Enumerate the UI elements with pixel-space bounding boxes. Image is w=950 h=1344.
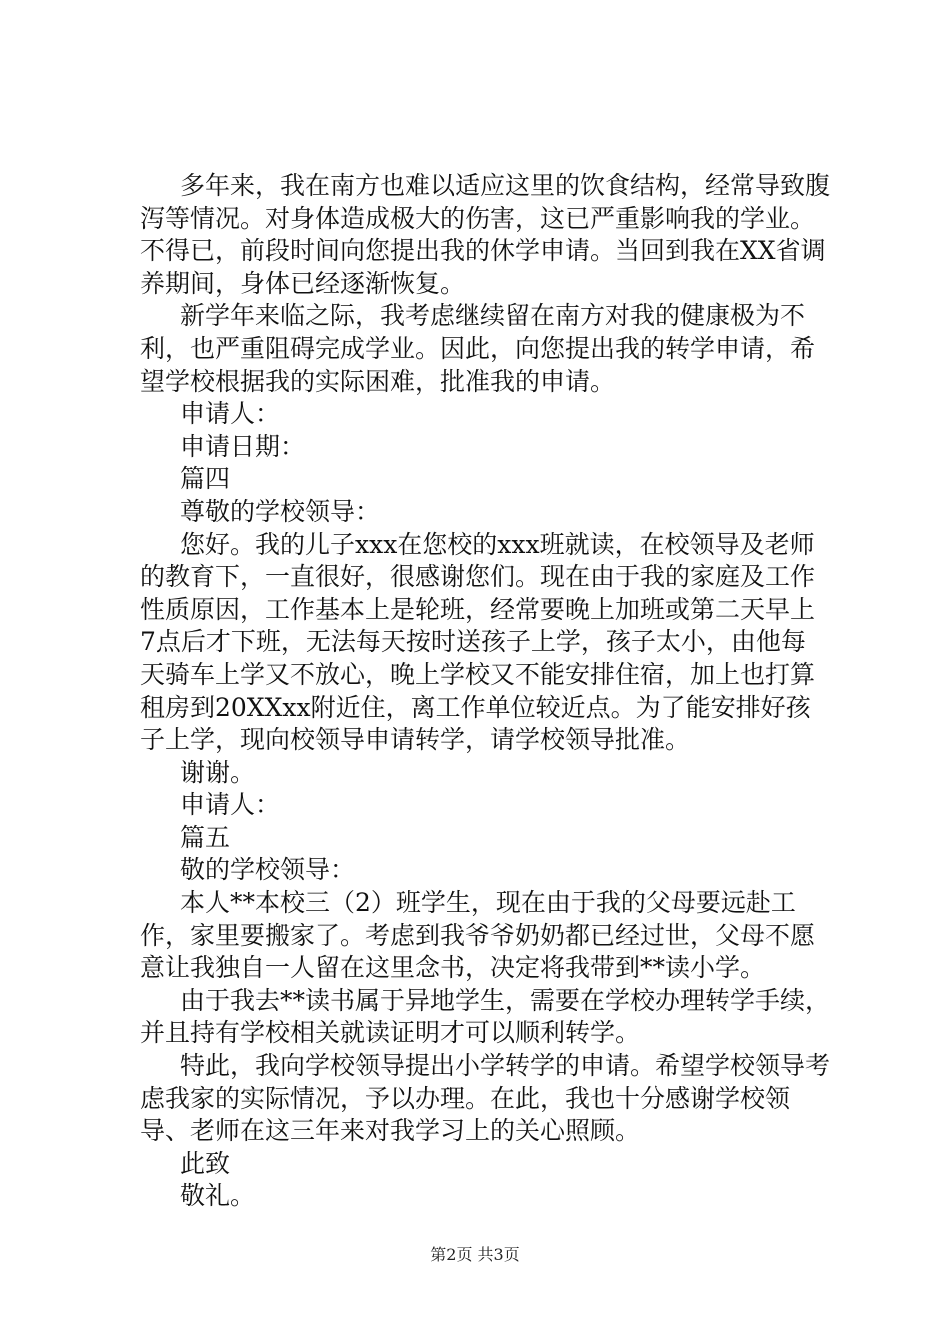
applicant-line: 申请人： [180, 399, 281, 429]
paragraph-transfer-request: 新学年来临之际，我考虑继续留在南方对我的健康极为不利，也严重阻碍完成学业。因此，向您提出我的转学申请，希望学校根据我的实际困难，批准我的申请。 [140, 301, 816, 396]
section-heading-five: 篇五 [180, 822, 231, 852]
closing-line: 此致 [180, 1148, 231, 1178]
paragraph-family-move: 本人**本校三（2）班学生，现在由于我的父母要远赴工作，家里要搬家了。考虑到我爷爷奶奶都已经过世，父母不愿意让我独自一人留在这里念书，决定将我带到**读小学。 [140, 888, 816, 983]
section-heading-four: 篇四 [180, 464, 231, 494]
paragraph-procedures: 由于我去**读书属于异地学生，需要在学校办理转学手续，并且持有学校相关就读证明才可以顺利转学。 [140, 985, 831, 1048]
document-body [140, 170, 830, 1213]
applicant-line-four: 申请人： [180, 790, 281, 820]
page-number-footer: 第2页 共3页 [430, 1245, 520, 1264]
application-date-line: 申请日期： [180, 431, 306, 461]
salutation-four: 尊敬的学校领导： [180, 496, 381, 526]
thanks-line: 谢谢。 [180, 757, 256, 787]
paragraph-health: 多年来，我在南方也难以适应这里的饮食结构，经常导致腹泻等情况。对身体造成极大的伤害，这已严重影响我的学业。不得已，前段时间向您提出我的休学申请。当回到我在XX省调养期间，身体已经逐渐恢复。 [140, 171, 831, 298]
salutation-five: 敬的学校领导： [180, 855, 356, 885]
paragraph-parent-request: 您好。我的儿子xxx在您校的xxx班就读，在校领导及老师的教育下，一直很好，很感谢您们。现在由于我的家庭及工作性质原因，工作基本上是轮班，经常要晚上加班或第二天早上7点后才下班，无法每天按时送孩子上学，孩子太小，由他每天骑车上学又不放心，晚上学校又不能安排住宿，加上也打算租房到20XXxx附近住，离工作单位较近点。为了能安排好孩子上学，现向校领导申请转学，请学校领导批准。 [140, 529, 816, 755]
paragraph-formal-request: 特此，我向学校领导提出小学转学的申请。希望学校领导考虑我家的实际情况，予以办理。在此，我也十分感谢学校领导、老师在这三年来对我学习上的关心照顾。 [140, 1051, 831, 1146]
regards-line: 敬礼。 [180, 1181, 256, 1211]
